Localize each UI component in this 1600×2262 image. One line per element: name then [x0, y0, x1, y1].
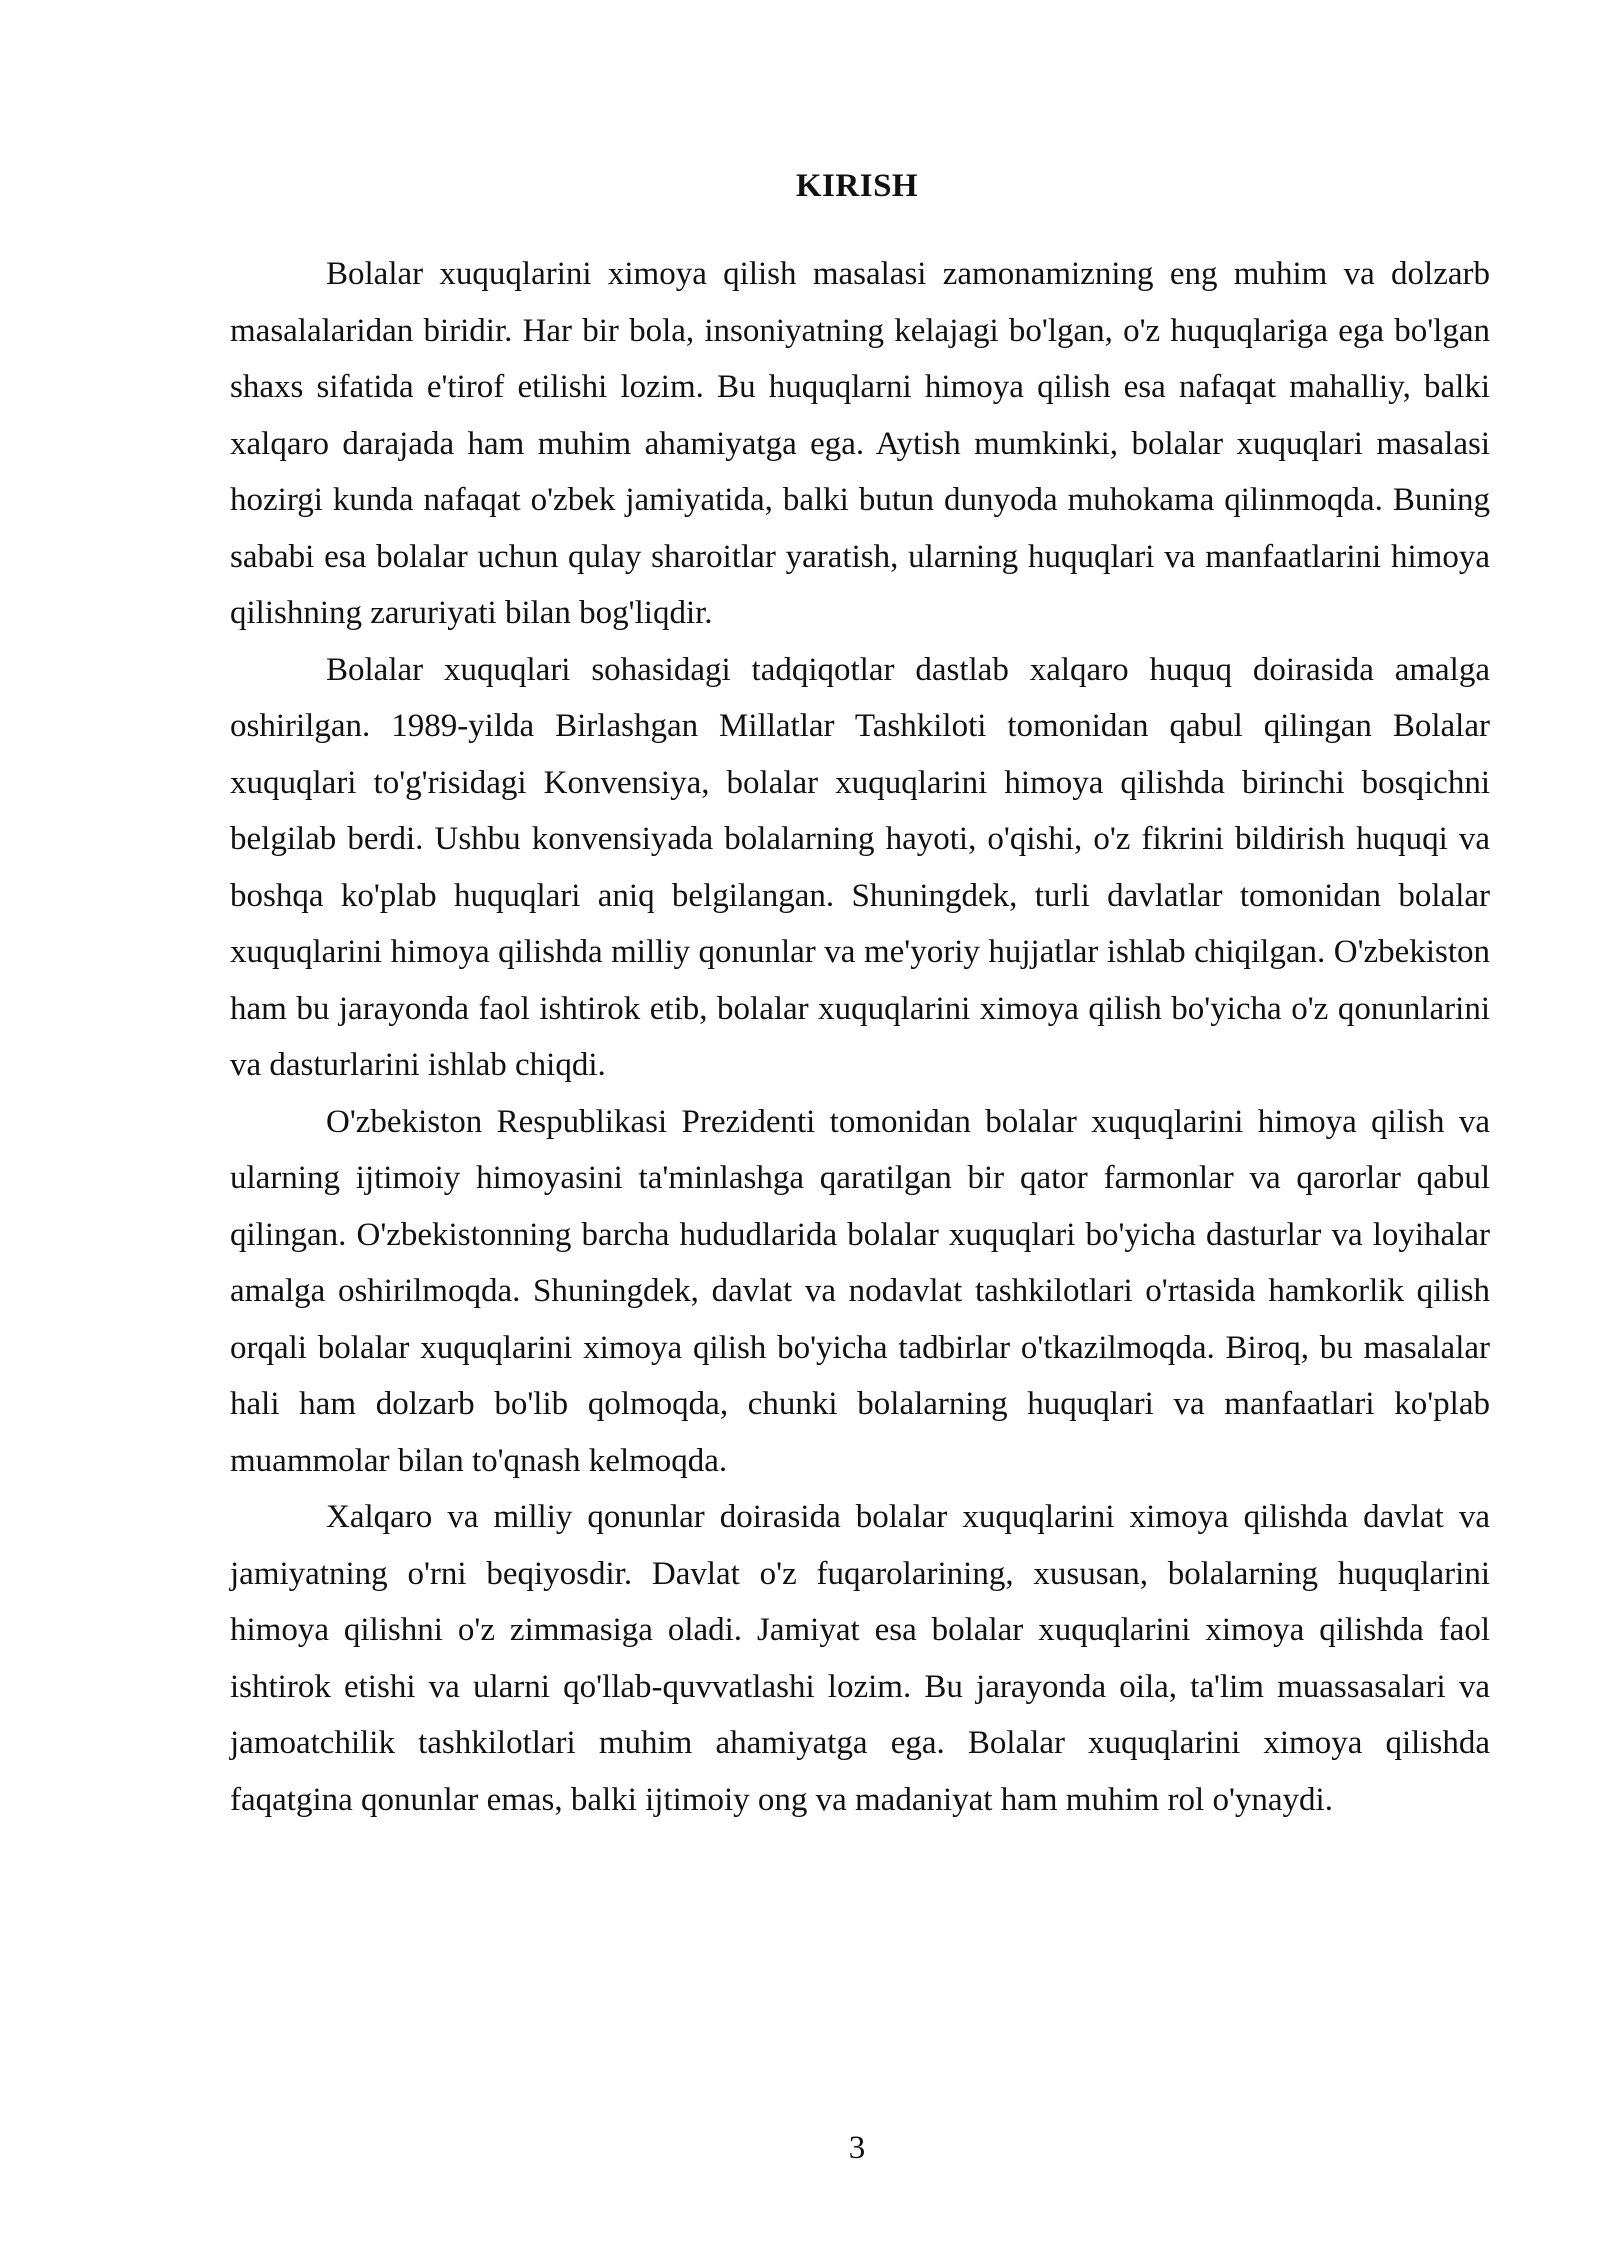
paragraph-4: Xalqaro va milliy qonunlar doirasida bolalar xuquqlarini ximoya qilishda davlat va jamiyatning o'rni beqiyosdir. Davlat o'z fuqarolarining, xususan, bolalarning huquqlarini himoya qilishni o'z zimmasiga oladi. Jamiyat esa bolalar xuquqlarini ximoya qilishda faol ishtirok etishi va ularni qo'llab-quvvatlashi lozim. Bu jarayonda oila, ta'lim muassasalari va jamoatchilik tashkilotlari muhim ahamiyatga ega. Bolalar xuquqlarini ximoya qilishda faqatgina qonunlar emas, balki ijtimoiy ong va madaniyat ham muhim rol o'ynaydi.: [230, 1499, 1490, 1818]
body-text: [230, 246, 1490, 1828]
section-heading: KIRISH: [795, 168, 919, 204]
page-number: 3: [848, 2130, 866, 2166]
paragraph-2: Bolalar xuquqlari sohasidagi tadqiqotlar dastlab xalqaro huquq doirasida amalga oshirilgan. 1989-yilda Birlashgan Millatlar Tashkiloti tomonidan qabul qilingan Bolalar xuquqlari to'g'risidagi Konvensiya, bolalar xuquqlarini himoya qilishda birinchi bosqichni belgilab berdi. Ushbu konvensiyada bolalarning hayoti, o'qishi, o'z fikrini bildirish huquqi va boshqa ko'plab huquqlari aniq belgilangan. Shuningdek, turli davlatlar tomonidan bolalar xuquqlarini himoya qilishda milliy qonunlar va me'yoriy hujjatlar ishlab chiqilgan. O'zbekiston ham bu jarayonda faol ishtirok etib, bolalar xuquqlarini ximoya qilish bo'yicha o'z qonunlarini va dasturlarini ishlab chiqdi.: [230, 651, 1490, 1083]
paragraph-3: O'zbekiston Respublikasi Prezidenti tomonidan bolalar xuquqlarini himoya qilish va ularning ijtimoiy himoyasini ta'minlashga qaratilgan bir qator farmonlar va qarorlar qabul qilingan. O'zbekistonning barcha hududlarida bolalar xuquqlari bo'yicha dasturlar va loyihalar amalga oshirilmoqda. Shuningdek, davlat va nodavlat tashkilotlari o'rtasida hamkorlik qilish orqali bolalar xuquqlarini ximoya qilish bo'yicha tadbirlar o'tkazilmoqda. Biroq, bu masalalar hali ham dolzarb bo'lib qolmoqda, chunki bolalarning huquqlari va manfaatlari ko'plab muammolar bilan to'qnash kelmoqda.: [230, 1103, 1490, 1479]
paragraph-1: Bolalar xuquqlarini ximoya qilish masalasi zamonamizning eng muhim va dolzarb masalalaridan biridir. Har bir bola, insoniyatning kelajagi bo'lgan, o'z huquqlariga ega bo'lgan shaxs sifatida e'tirof etilishi lozim. Bu huquqlarni himoya qilish esa nafaqat mahalliy, balki xalqaro darajada ham muhim ahamiyatga ega. Aytish mumkinki, bolalar xuquqlari masalasi hozirgi kunda nafaqat o'zbek jamiyatida, balki butun dunyoda muhokama qilinmoqda. Buning sababi esa bolalar uchun qulay sharoitlar yaratish, ularning huquqlari va manfaatlarini himoya qilishning zaruriyati bilan bog'liqdir.: [230, 256, 1490, 631]
